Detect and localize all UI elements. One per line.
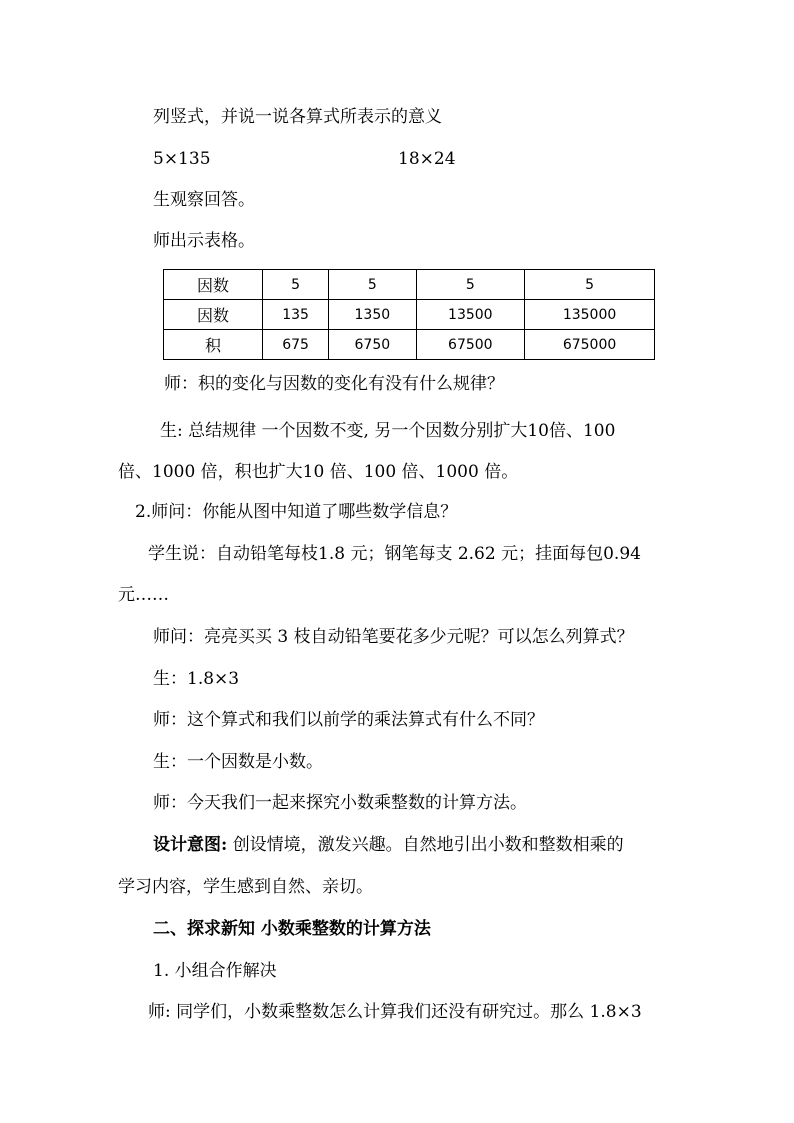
- table-cell: 1350: [329, 300, 416, 330]
- text-line: 师：积的变化与因数的变化有没有什么规律？: [164, 374, 504, 394]
- table-row-header: 因数: [164, 300, 263, 330]
- table-row: [164, 300, 655, 330]
- design-intent-text: 创设情境，激发兴趣。自然地引出小数和整数相乘的: [232, 835, 624, 855]
- table-cell: 5: [416, 270, 525, 300]
- table-cell: 135000: [525, 300, 655, 330]
- text-line: 倍、1000 倍，积也扩大10 倍、100 倍、1000 倍。: [118, 462, 519, 482]
- table-cell: 67500: [416, 330, 525, 360]
- table-cell: 6750: [329, 330, 416, 360]
- text-line: 生观察回答。: [153, 190, 255, 210]
- design-intent-label: 设计意图:: [153, 835, 228, 855]
- text-line: 列竖式，并说一说各算式所表示的意义: [153, 107, 442, 127]
- table-row: [164, 270, 655, 300]
- text-line: 师：今天我们一起来探究小数乘整数的计算方法。: [153, 793, 527, 813]
- table-row-header: 积: [164, 330, 263, 360]
- table-cell: 5: [525, 270, 655, 300]
- text-line: 生：1.8×3: [153, 669, 240, 689]
- text-line: 师：这个算式和我们以前学的乘法算式有什么不同？: [153, 710, 544, 730]
- table-cell: 675000: [525, 330, 655, 360]
- text-line: 学习内容，学生感到自然、亲切。: [118, 877, 373, 897]
- text-line: 师: 同学们，小数乘整数怎么计算我们还没有研究过。那么 1.8×3: [148, 1002, 642, 1022]
- expression-right: 18×24: [398, 149, 456, 169]
- subsection-heading: 1. 小组合作解决: [153, 961, 277, 981]
- table-row-header: 因数: [164, 270, 263, 300]
- table-row: [164, 330, 655, 360]
- text-line: 生：一个因数是小数。: [153, 752, 323, 772]
- text-line: 师出示表格。: [153, 231, 255, 251]
- table-cell: 13500: [416, 300, 525, 330]
- section-heading: 二、探求新知 小数乘整数的计算方法: [153, 919, 431, 939]
- table-cell: 135: [263, 300, 329, 330]
- text-line: 师问：亮亮买买 3 枝自动铅笔要花多少元呢？可以怎么列算式？: [153, 627, 634, 647]
- expression-left: 5×135: [153, 149, 211, 169]
- text-line: 学生说：自动铅笔每枝1.8 元；钢笔每支 2.62 元；挂面每包0.94: [148, 544, 641, 564]
- design-intent-line: [153, 834, 624, 856]
- text-line: 2.师问：你能从图中知道了哪些数学信息？: [135, 502, 458, 522]
- table-cell: 675: [263, 330, 329, 360]
- text-line: 元……: [118, 585, 169, 605]
- factor-product-table: [163, 269, 655, 360]
- text-line: 生: 总结规律 一个因数不变, 另一个因数分别扩大10倍、100: [160, 421, 616, 441]
- table-cell: 5: [329, 270, 416, 300]
- table-cell: 5: [263, 270, 329, 300]
